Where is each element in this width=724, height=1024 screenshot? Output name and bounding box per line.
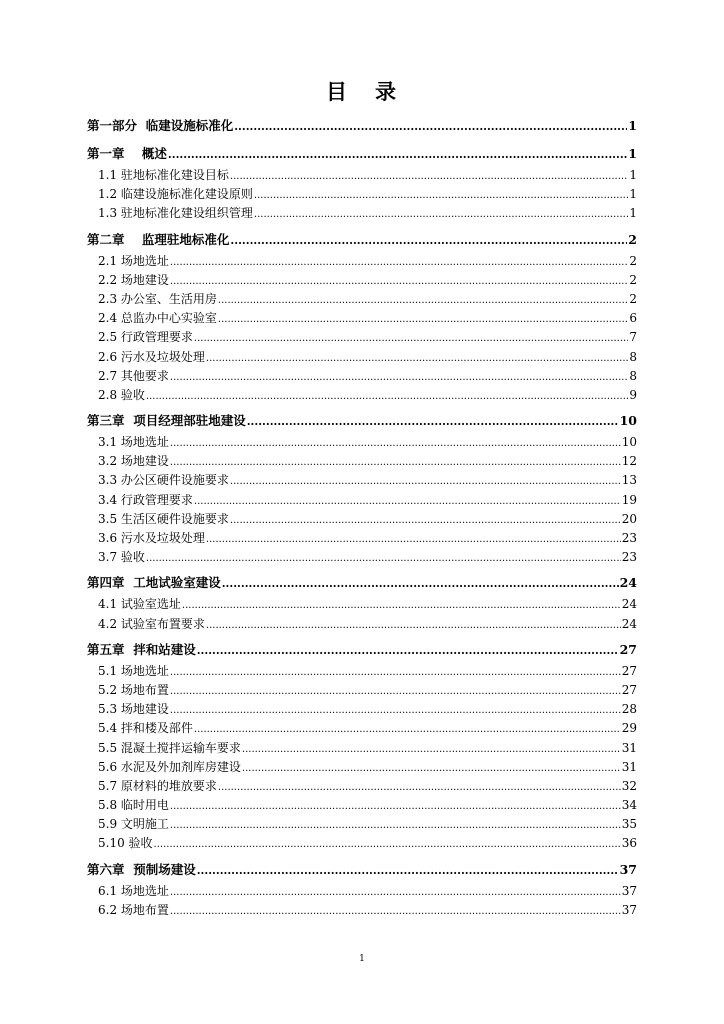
- toc-entry-label: 2.2 场地建设: [98, 272, 169, 287]
- toc-entry-page: 8: [629, 349, 637, 364]
- toc-leader-dots: [230, 510, 621, 530]
- toc-entry-label: 6.1 场地选址: [98, 883, 169, 898]
- toc-entry-page: 10: [619, 413, 637, 429]
- toc-leader-dots: [194, 328, 628, 348]
- toc-entry-page: 24: [621, 616, 637, 631]
- toc-entry-label: 3.7 验收: [98, 550, 145, 565]
- toc-section-entry[interactable]: [87, 386, 637, 405]
- toc-entry-page: 27: [621, 682, 637, 697]
- toc-entry-label: 第三章 项目经理部驻地建设: [87, 413, 246, 429]
- toc-section-entry[interactable]: [87, 681, 637, 700]
- toc-entry-page: 23: [621, 531, 637, 545]
- toc-entry-page: 1: [629, 168, 637, 182]
- toc-section-entry[interactable]: [87, 367, 637, 386]
- toc-leader-dots: [206, 348, 628, 368]
- toc-leader-dots: [170, 882, 621, 902]
- toc-leader-dots: [254, 185, 628, 205]
- toc-leader-dots: [206, 529, 621, 549]
- toc-entry-label: 3.3 办公区硬件设施要求: [98, 473, 229, 488]
- toc-leader-dots: [170, 662, 621, 682]
- toc-entry-page: 37: [621, 902, 637, 917]
- toc-chapter-entry[interactable]: [87, 571, 637, 595]
- toc-chapter-entry[interactable]: [87, 858, 637, 882]
- toc-leader-dots: [170, 681, 621, 701]
- toc-leader-dots: [222, 571, 619, 596]
- toc-section-entry[interactable]: [87, 328, 637, 347]
- toc-entry-page: 1: [628, 118, 637, 133]
- toc-entry-page: 27: [621, 663, 637, 678]
- toc-leader-dots: [234, 114, 627, 139]
- toc-entry-page: 10: [621, 435, 637, 450]
- toc-entry-label: 第一部分 临建设施标准化: [87, 118, 234, 133]
- toc-entry-label: 第四章 工地试验室建设: [87, 575, 221, 591]
- toc-section-entry[interactable]: [87, 252, 637, 271]
- toc-entry-page: 24: [621, 597, 637, 612]
- toc-entry-label: 5.2 场地布置: [98, 682, 169, 697]
- toc-entry-label: 5.9 文明施工: [98, 817, 169, 832]
- toc-entry-page: 13: [621, 473, 637, 488]
- page-title: [0, 76, 724, 106]
- toc-entry-page: 27: [619, 641, 637, 657]
- toc-entry-page: 32: [621, 778, 637, 793]
- toc-leader-dots: [247, 409, 619, 434]
- toc-entry-label: 1.1 驻地标准化建设目标: [98, 168, 229, 182]
- toc-section-entry[interactable]: [87, 615, 637, 634]
- toc-leader-dots: [197, 858, 619, 883]
- toc-leader-dots: [218, 290, 628, 310]
- toc-entry-label: 2.6 污水及垃圾处理: [98, 349, 205, 364]
- toc-leader-dots: [182, 595, 621, 615]
- toc-entry-label: 3.6 污水及垃圾处理: [98, 531, 205, 545]
- toc-leader-dots: [194, 491, 621, 511]
- toc-entry-label: 3.4 行政管理要求: [98, 492, 193, 507]
- toc-section-entry[interactable]: [87, 882, 637, 901]
- toc-leader-dots: [146, 386, 628, 406]
- toc-section-entry[interactable]: [87, 700, 637, 719]
- toc-leader-dots: [146, 548, 621, 568]
- toc-entry-label: 5.4 拌和楼及部件: [98, 721, 193, 736]
- toc-leader-dots: [218, 777, 621, 797]
- toc-leader-dots: [170, 367, 628, 387]
- toc-entry-label: 第一章 概述: [87, 146, 167, 161]
- title-char-1: 目: [326, 80, 349, 104]
- toc-entry-label: 6.2 场地布置: [98, 902, 169, 917]
- toc-section-entry[interactable]: [87, 271, 637, 290]
- toc-leader-dots: [170, 452, 621, 472]
- toc-section-entry[interactable]: [87, 777, 637, 796]
- toc-section-entry[interactable]: [87, 834, 637, 853]
- toc-entry-page: 37: [619, 861, 637, 877]
- toc-entry-page: 23: [621, 550, 637, 565]
- toc-section-entry[interactable]: [87, 510, 637, 529]
- toc-section-entry[interactable]: [87, 348, 637, 367]
- toc-leader-dots: [206, 615, 621, 635]
- toc-leader-dots: [242, 758, 621, 778]
- toc-entry-label: 2.4 总监办中心实验室: [98, 311, 217, 326]
- toc-leader-dots: [230, 166, 628, 186]
- toc-chapter-entry[interactable]: [87, 142, 637, 166]
- toc-leader-dots: [197, 638, 619, 663]
- toc-entry-label: 4.1 试验室选址: [98, 597, 181, 612]
- toc-entry-page: 2: [629, 253, 637, 268]
- toc-section-entry[interactable]: [87, 166, 637, 185]
- toc-section-entry[interactable]: [87, 433, 637, 452]
- toc-entry-label: 3.5 生活区硬件设施要求: [98, 511, 229, 526]
- toc-chapter-entry[interactable]: [87, 638, 637, 662]
- toc-entry-label: 2.3 办公室、生活用房: [98, 291, 217, 306]
- toc-section-entry[interactable]: [87, 815, 637, 834]
- toc-leader-dots: [230, 471, 621, 491]
- toc-leader-dots: [170, 700, 621, 720]
- toc-entry-page: 31: [621, 740, 637, 755]
- toc-entry-page: 1: [628, 146, 637, 161]
- title-char-2: 录: [375, 80, 398, 104]
- toc-section-entry[interactable]: [87, 901, 637, 920]
- toc-section-entry[interactable]: [87, 758, 637, 777]
- toc-entry-page: 2: [629, 272, 637, 287]
- toc-entry-page: 6: [629, 311, 637, 326]
- toc-entry-label: 1.3 驻地标准化建设组织管理: [98, 206, 253, 221]
- table-of-contents: [87, 114, 637, 920]
- toc-entry-page: 24: [619, 575, 637, 591]
- toc-section-entry[interactable]: [87, 185, 637, 204]
- toc-leader-dots: [170, 901, 621, 921]
- toc-leader-dots: [170, 252, 628, 272]
- toc-entry-page: 9: [629, 387, 637, 402]
- toc-entry-page: 28: [621, 702, 637, 717]
- toc-leader-dots: [242, 739, 621, 759]
- toc-section-entry[interactable]: [87, 491, 637, 510]
- toc-entry-page: 20: [621, 511, 637, 526]
- toc-leader-dots: [218, 309, 628, 329]
- toc-section-entry[interactable]: [87, 739, 637, 758]
- toc-entry-page: 1: [629, 206, 637, 221]
- toc-section-entry[interactable]: [87, 548, 637, 567]
- toc-entry-label: 1.2 临建设施标准化建设原则: [98, 187, 253, 202]
- toc-entry-page: 8: [629, 368, 637, 383]
- toc-section-entry[interactable]: [87, 796, 637, 815]
- toc-chapter-entry[interactable]: [87, 228, 637, 252]
- toc-entry-label: 5.8 临时用电: [98, 798, 169, 813]
- toc-leader-dots: [194, 719, 621, 739]
- toc-entry-label: 2.1 场地选址: [98, 253, 169, 268]
- toc-section-entry[interactable]: [87, 595, 637, 614]
- toc-entry-label: 5.3 场地建设: [98, 702, 169, 717]
- toc-entry-label: 2.5 行政管理要求: [98, 330, 193, 345]
- toc-chapter-entry[interactable]: [87, 409, 637, 433]
- toc-leader-dots: [230, 228, 627, 253]
- toc-leader-dots: [154, 834, 621, 854]
- toc-leader-dots: [170, 796, 621, 816]
- toc-entry-label: 第二章 监理驻地标准化: [87, 231, 230, 247]
- toc-entry-page: 19: [621, 492, 637, 507]
- toc-entry-label: 第五章 拌和站建设: [87, 641, 196, 657]
- toc-entry-page: 36: [621, 836, 637, 851]
- toc-leader-dots: [254, 204, 628, 224]
- toc-entry-page: 37: [621, 883, 637, 898]
- toc-entry-label: 3.2 场地建设: [98, 454, 169, 469]
- toc-section-entry[interactable]: [87, 471, 637, 490]
- toc-entry-label: 5.10 验收: [98, 836, 153, 851]
- toc-section-entry[interactable]: [87, 204, 637, 223]
- toc-entry-label: 5.5 混凝土搅拌运输车要求: [98, 740, 241, 755]
- toc-entry-label: 5.1 场地选址: [98, 663, 169, 678]
- toc-entry-label: 3.1 场地选址: [98, 435, 169, 450]
- toc-entry-page: 12: [621, 454, 637, 469]
- toc-leader-dots: [170, 815, 621, 835]
- toc-entry-page: 31: [621, 759, 637, 774]
- page-number-footer: 1: [359, 954, 365, 964]
- toc-section-entry[interactable]: [87, 452, 637, 471]
- toc-entry-label: 2.8 验收: [98, 387, 145, 402]
- toc-leader-dots: [170, 433, 621, 453]
- toc-entry-page: 1: [629, 187, 637, 202]
- toc-entry-page: 2: [628, 231, 637, 247]
- toc-entry-label: 5.7 原材料的堆放要求: [98, 778, 217, 793]
- toc-entry-label: 5.6 水泥及外加剂库房建设: [98, 759, 241, 774]
- toc-section-entry[interactable]: [87, 719, 637, 738]
- toc-entry-page: 2: [629, 291, 637, 306]
- toc-leader-dots: [170, 271, 628, 291]
- toc-section-entry[interactable]: [87, 529, 637, 548]
- toc-chapter-entry[interactable]: [87, 114, 637, 138]
- toc-entry-label: 2.7 其他要求: [98, 368, 169, 383]
- toc-entry-page: 29: [621, 721, 637, 736]
- toc-entry-page: 35: [621, 817, 637, 832]
- toc-leader-dots: [168, 142, 627, 167]
- toc-section-entry[interactable]: [87, 662, 637, 681]
- toc-section-entry[interactable]: [87, 309, 637, 328]
- toc-entry-label: 第六章 预制场建设: [87, 861, 196, 877]
- toc-section-entry[interactable]: [87, 290, 637, 309]
- toc-entry-page: 34: [621, 798, 637, 813]
- toc-entry-label: 4.2 试验室布置要求: [98, 616, 205, 631]
- toc-entry-page: 7: [629, 330, 637, 345]
